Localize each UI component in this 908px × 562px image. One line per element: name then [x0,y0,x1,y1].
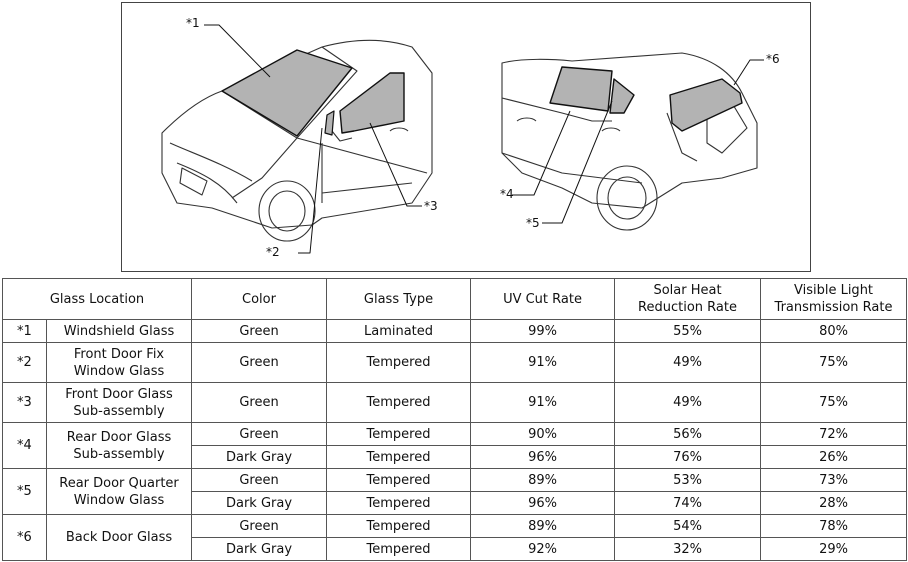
header-solar-heat-reduction-rate: Solar Heat Reduction Rate [615,279,761,320]
glass-type-cell: Tempered [327,423,471,446]
uv-cut-cell: 96% [471,446,615,469]
solar-heat-cell: 49% [615,383,761,423]
table-row [3,423,907,446]
rear-door-glass-shape [550,67,612,111]
header-visible-light-transmission-rate: Visible Light Transmission Rate [761,279,907,320]
solar-heat-cell: 55% [615,320,761,343]
visible-light-cell: 28% [761,492,907,515]
glass-type-cell: Tempered [327,538,471,561]
header-glass-type: Glass Type [327,279,471,320]
location-name: Rear Door Quarter Window Glass [47,469,192,515]
glass-type-cell: Tempered [327,469,471,492]
color-cell: Green [192,469,327,492]
location-name: Windshield Glass [47,320,192,343]
table-row [3,515,907,538]
solar-heat-cell: 76% [615,446,761,469]
location-name: Rear Door Glass Sub-assembly [47,423,192,469]
color-cell: Dark Gray [192,538,327,561]
location-mark: *1 [3,320,47,343]
visible-light-cell: 26% [761,446,907,469]
uv-cut-cell: 90% [471,423,615,446]
visible-light-cell: 73% [761,469,907,492]
visible-light-cell: 72% [761,423,907,446]
back-door-glass-shape [670,79,742,131]
callout-2: *2 [266,245,280,259]
callout-6: *6 [766,52,780,66]
color-cell: Green [192,343,327,383]
glass-type-cell: Tempered [327,343,471,383]
callout-4: *4 [500,187,514,201]
glass-spec-table [2,278,907,561]
callout-5: *5 [526,216,540,230]
location-name: Front Door Fix Window Glass [47,343,192,383]
solar-heat-cell: 53% [615,469,761,492]
solar-heat-cell: 32% [615,538,761,561]
callout-1: *1 [186,16,200,30]
header-color: Color [192,279,327,320]
glass-type-cell: Tempered [327,446,471,469]
header-row [3,279,907,320]
table-row [3,343,907,383]
visible-light-cell: 29% [761,538,907,561]
uv-cut-cell: 99% [471,320,615,343]
front-door-fix-window-shape [325,111,334,135]
location-mark: *4 [3,423,47,469]
solar-heat-cell: 54% [615,515,761,538]
solar-heat-cell: 56% [615,423,761,446]
color-cell: Dark Gray [192,446,327,469]
location-mark: *6 [3,515,47,561]
header-glass-location: Glass Location [3,279,192,320]
header-uv-cut-rate: UV Cut Rate [471,279,615,320]
uv-cut-cell: 91% [471,383,615,423]
visible-light-cell: 75% [761,343,907,383]
visible-light-cell: 78% [761,515,907,538]
solar-heat-cell: 49% [615,343,761,383]
glass-type-cell: Tempered [327,492,471,515]
visible-light-cell: 80% [761,320,907,343]
uv-cut-cell: 96% [471,492,615,515]
front-door-glass-shape [340,73,404,133]
color-cell: Green [192,383,327,423]
uv-cut-cell: 89% [471,515,615,538]
callout-3: *3 [424,199,438,213]
glass-type-cell: Tempered [327,515,471,538]
table-row [3,469,907,492]
location-mark: *2 [3,343,47,383]
uv-cut-cell: 91% [471,343,615,383]
location-name: Front Door Glass Sub-assembly [47,383,192,423]
color-cell: Dark Gray [192,492,327,515]
vehicle-glass-illustration [121,2,811,272]
glass-type-cell: Tempered [327,383,471,423]
table-row [3,320,907,343]
color-cell: Green [192,320,327,343]
table-row [3,383,907,423]
glass-type-cell: Laminated [327,320,471,343]
location-mark: *5 [3,469,47,515]
location-name: Back Door Glass [47,515,192,561]
uv-cut-cell: 89% [471,469,615,492]
rear-door-quarter-glass-shape [610,79,634,113]
uv-cut-cell: 92% [471,538,615,561]
location-mark: *3 [3,383,47,423]
color-cell: Green [192,515,327,538]
visible-light-cell: 75% [761,383,907,423]
solar-heat-cell: 74% [615,492,761,515]
color-cell: Green [192,423,327,446]
car-diagram [122,3,812,273]
